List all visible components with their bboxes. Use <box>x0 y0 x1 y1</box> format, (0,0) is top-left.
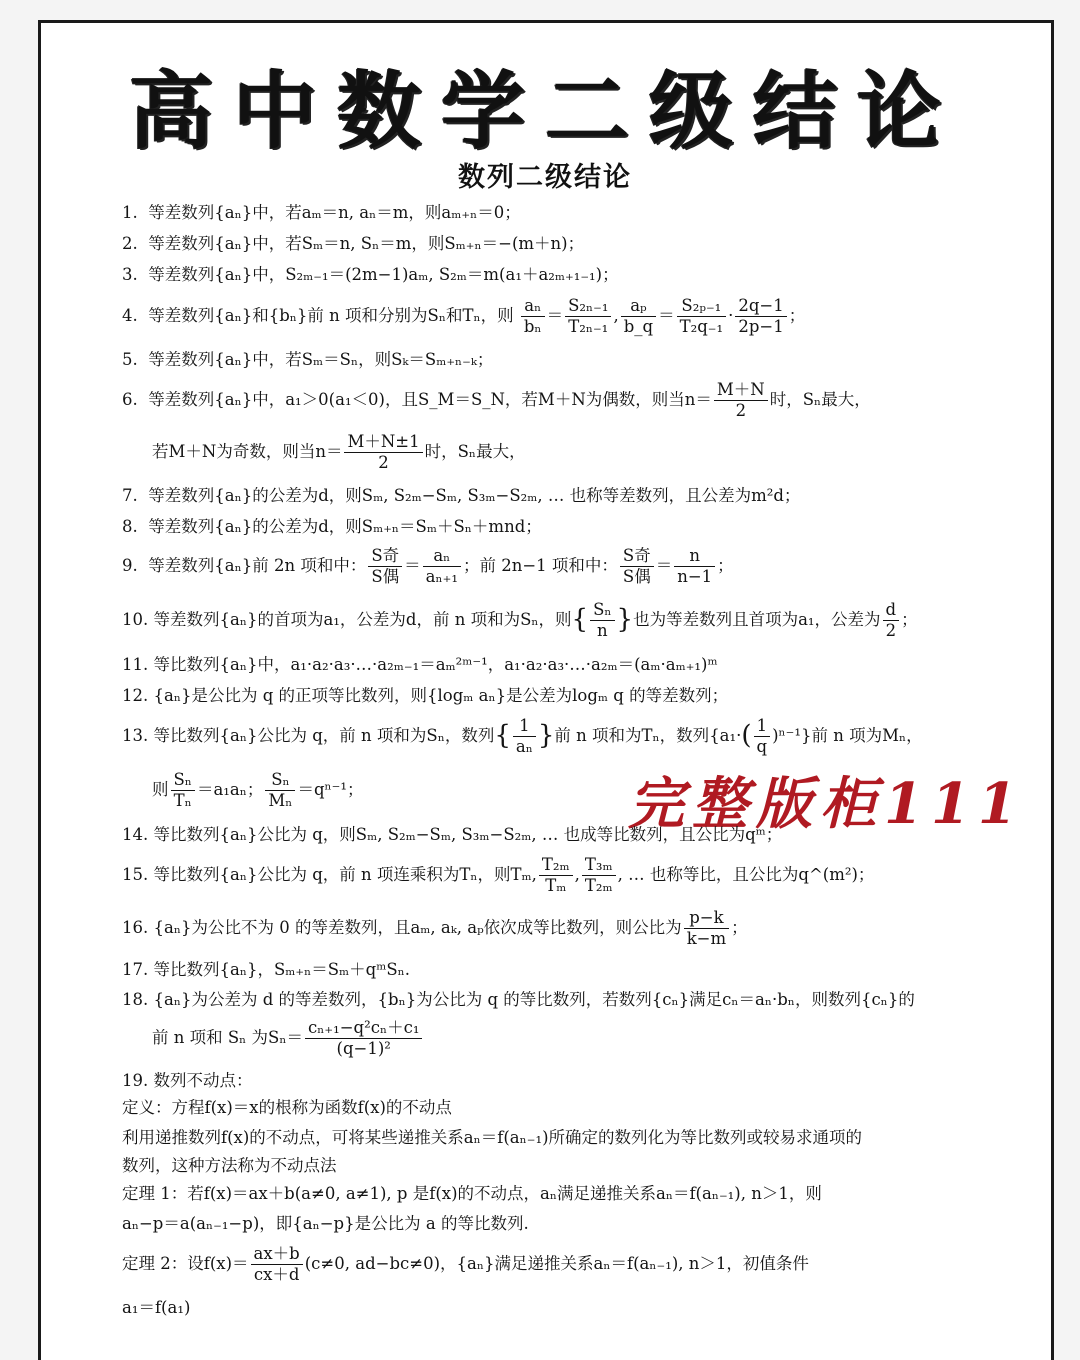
item-text: 等比数列{aₙ}中，a₁·a₂·a₃·…·a₂ₘ₋₁＝aₘ²ᵐ⁻¹，a₁·a₂·a₃·…·a₂ₘ＝(aₘ·aₘ₊₁)ᵐ <box>153 655 718 674</box>
item-number: 16. <box>122 917 149 937</box>
item-text: 定义：方程f(x)＝x的根称为函数f(x)的不动点 <box>122 1098 452 1117</box>
definition-line <box>122 1098 452 1118</box>
fraction: $\frac{\text{Sₙ}}{\text{Tₙ}}$ <box>171 770 195 811</box>
watermark-stamp: 完整版柜111 <box>628 771 1025 837</box>
fraction: $\frac{\text{S奇}}{\text{S偶}}$ <box>368 546 402 587</box>
item-text: 等差数列{aₙ}中，若Sₘ＝Sₙ，则Sₖ＝Sₘ₊ₙ₋ₖ； <box>148 350 494 369</box>
item-text: aₙ−p＝a(aₙ₋₁−p)，即{aₙ−p}是公比为 a 的等比数列. <box>122 1214 529 1233</box>
item-number: 10. <box>122 609 149 629</box>
fraction: $\frac{ax+b}{cx+d}$ <box>251 1244 303 1285</box>
item-text: 等差数列{aₙ}的公差为d，则Sₘ, S₂ₘ−Sₘ, S₃ₘ−S₂ₘ, … 也称等差数列，且公差为m²d； <box>148 486 801 505</box>
fraction: $\frac{2q-1}{2p-1}$ <box>735 296 786 337</box>
item-13-cont: 则 $\frac{\text{Sₙ}}{\text{Tₙ}}$ ＝a₁aₙ； $\frac{\text{Sₙ}}{\text{Mₙ}}$ ＝qⁿ⁻¹； <box>152 770 364 810</box>
fraction: $\frac{\text{aₙ}}{\text{bₙ}}$ <box>521 296 545 337</box>
item-number: 14. <box>122 825 149 844</box>
method-line-cont <box>122 1156 337 1176</box>
item-number: 18. <box>122 990 149 1009</box>
item-8 <box>122 517 542 537</box>
item-text: 数列不动点： <box>153 1071 253 1090</box>
item-text: 数列，这种方法称为不动点法 <box>122 1156 337 1175</box>
item-15: 15. 等比数列{aₙ}公比为 q，前 n 项连乘积为Tₙ，则Tₘ, $\frac{\text{T₂ₘ}}{\text{Tₘ}}$ , $\frac{\text{T₃ₘ}}{\text{T₂ₘ}}$ , … 也称等比，且公比为q^(m²)； <box>122 855 875 895</box>
item-number: 19. <box>122 1071 149 1090</box>
item-number: 8. <box>122 517 138 536</box>
theorem-1 <box>122 1184 822 1204</box>
fraction: $\frac{\text{Sₙ}}{n}$ <box>590 600 614 641</box>
fraction: $\frac{M+N}{2}$ <box>714 380 768 421</box>
item-number: 17. <box>122 960 149 979</box>
item-text: 等比数列{aₙ}公比为 q，前 n 项和为Sₙ，数列 <box>153 725 495 745</box>
item-14 <box>122 825 782 845</box>
item-4: 4. 等差数列{aₙ}和{bₙ}前 n 项和分别为Sₙ和Tₙ，则 $\frac{\text{aₙ}}{\text{bₙ}}$ ＝ $\frac{\text{S₂ₙ₋₁}}{\text{T₂ₙ₋₁}}$ , $\frac{\text{aₚ}}{b\_q}$ ＝ $\frac{\text{S₂ₚ₋₁}}{\text{T₂q₋₁}}$ · $\frac{2q-1}{2p-1}$ ； <box>122 296 806 336</box>
theorem-2: 定理 2：设f(x)＝ $\frac{ax+b}{cx+d}$ (c≠0, ad−bc≠0)，{aₙ}满足递推关系aₙ＝f(aₙ₋₁), n＞1，初值条件 <box>122 1244 809 1284</box>
item-number: 7. <box>122 486 138 505</box>
item-10: 10. 等差数列{aₙ}的首项为a₁，公差为d，前 n 项和为Sₙ，则{ $\frac{\text{Sₙ}}{n}$ }也为等差数列且首项为a₁，公差为 $\frac{d}{2}$ ； <box>122 600 918 640</box>
item-1 <box>122 203 521 223</box>
item-text: 等差数列{aₙ}前 2n 项和中： <box>148 555 367 575</box>
item-number: 15. <box>122 864 149 884</box>
item-number: 6. <box>122 389 138 409</box>
fraction: $\frac{n}{n-1}$ <box>674 546 715 587</box>
item-number: 3. <box>122 265 138 284</box>
item-number: 13. <box>122 725 149 745</box>
item-number: 11. <box>122 655 149 674</box>
item-text: 等差数列{aₙ}中，S₂ₘ₋₁＝(2m−1)aₘ, S₂ₘ＝m(a₁＋a₂ₘ₊₁₋₁)； <box>148 265 619 284</box>
item-text: 则 <box>152 779 169 799</box>
fraction: $\frac{\text{cₙ₊₁−q²cₙ＋c₁}}{\text{(q−1)²}}$ <box>305 1018 422 1059</box>
fraction: $\frac{\text{S奇}}{\text{S偶}}$ <box>620 546 654 587</box>
page-title: 高中数学二级结论 <box>128 61 961 160</box>
item-16: 16. {aₙ}为公比不为 0 的等差数列，且aₘ, aₖ, aₚ依次成等比数列，则公比为 $\frac{p-k}{k-m}$ ； <box>122 908 748 948</box>
item-text: 等比数列{aₙ}公比为 q，前 n 项连乘积为Tₙ，则Tₘ, <box>153 864 537 884</box>
item-text: 等比数列{aₙ}，Sₘ₊ₙ＝Sₘ＋qᵐSₙ. <box>153 960 411 979</box>
item-number: 4. <box>122 305 138 325</box>
fraction: $\frac{1}{\text{aₙ}}$ <box>513 716 536 757</box>
item-number: 12. <box>122 686 149 705</box>
item-text: {aₙ}为公比不为 0 的等差数列，且aₘ, aₖ, aₚ依次成等比数列，则公比为 <box>153 917 682 937</box>
item-text: 定理 2：设f(x)＝ <box>122 1253 249 1273</box>
fraction: $\frac{\text{aₚ}}{b\_q}$ <box>621 296 656 337</box>
fraction: $\frac{\text{Sₙ}}{\text{Mₙ}}$ <box>265 770 295 811</box>
item-number: 2. <box>122 234 138 253</box>
theorem-2-cont <box>122 1298 190 1318</box>
item-2 <box>122 234 584 254</box>
method-line <box>122 1128 862 1148</box>
item-text: 利用递推数列f(x)的不动点，可将某些递推关系aₙ＝f(aₙ₋₁)所确定的数列化为等比数列或较易求通项的 <box>122 1128 863 1147</box>
fraction: $\frac{p-k}{k-m}$ <box>684 908 729 949</box>
item-text: 等差数列{aₙ}的公差为d，则Sₘ₊ₙ＝Sₘ＋Sₙ＋mnd； <box>148 517 542 536</box>
item-number: 1. <box>122 203 138 222</box>
item-6: 6. 等差数列{aₙ}中，a₁＞0(a₁＜0)，且S_M＝S_N，若M＋N为偶数，则当n＝ $\frac{M+N}{2}$ 时，Sₙ最大， <box>122 380 871 420</box>
item-18-cont <box>152 1018 424 1059</box>
item-6-cont: 若M＋N为奇数，则当n＝ $\frac{M+N\pm 1}{2}$ 时，Sₙ最大， <box>152 432 526 472</box>
item-text: 等差数列{aₙ}中，若Sₘ＝n, Sₙ＝m，则Sₘ₊ₙ＝−(m＋n)； <box>148 234 585 253</box>
item-text: 等差数列{aₙ}和{bₙ}前 n 项和分别为Sₙ和Tₙ，则 <box>148 305 514 325</box>
item-9: 9. 等差数列{aₙ}前 2n 项和中： $\frac{\text{S奇}}{\text{S偶}}$ ＝ $\frac{\text{aₙ}}{\text{aₙ₊₁}}$ ；前 2n−1 项和中： $\frac{\text{S奇}}{\text{S偶}}$ ＝ $\frac{n}{n-1}$ ； <box>122 546 734 586</box>
item-text: 等差数列{aₙ}的首项为a₁，公差为d，前 n 项和为Sₙ，则 <box>153 609 572 629</box>
item-text: 定理 1：若f(x)＝ax＋b(a≠0, a≠1), p 是f(x)的不动点，aₙ满足递推关系aₙ＝f(aₙ₋₁), n＞1，则 <box>122 1184 822 1203</box>
fraction: $\frac{d}{2}$ <box>883 600 900 641</box>
item-7 <box>122 486 800 506</box>
item-19 <box>122 1071 253 1091</box>
fraction: $\frac{M+N\pm 1}{2}$ <box>344 432 422 473</box>
theorem-1-cont <box>122 1214 529 1234</box>
item-18 <box>122 990 915 1010</box>
item-11 <box>122 655 718 675</box>
fraction: $\frac{\text{S₂ₙ₋₁}}{\text{T₂ₙ₋₁}}$ <box>565 296 611 337</box>
item-text: 等差数列{aₙ}中，a₁＞0(a₁＜0)，且S_M＝S_N，若M＋N为偶数，则当n＝ <box>148 389 712 409</box>
fraction: $\frac{\text{T₃ₘ}}{\text{T₂ₘ}}$ <box>582 855 616 896</box>
fraction: $\frac{1}{q}$ <box>754 716 771 757</box>
item-text: 等差数列{aₙ}中，若aₘ＝n, aₙ＝m，则aₘ₊ₙ＝0； <box>148 203 521 222</box>
fraction: $\frac{\text{T₂ₘ}}{\text{Tₘ}}$ <box>539 855 573 896</box>
item-12 <box>122 686 728 706</box>
item-text: 等比数列{aₙ}公比为 q，则Sₘ, S₂ₘ−Sₘ, S₃ₘ−S₂ₘ, … 也成等比数列，且公比为qᵐ； <box>153 825 783 844</box>
item-text: a₁＝f(a₁) <box>122 1298 191 1317</box>
item-number: 5. <box>122 350 138 369</box>
item-number: 9. <box>122 555 138 575</box>
item-text: {aₙ}为公差为 d 的等差数列，{bₙ}为公比为 q 的等比数列，若数列{cₙ}满足cₙ＝aₙ·bₙ，则数列{cₙ}的 <box>153 990 915 1009</box>
item-13: 13. 等比数列{aₙ}公比为 q，前 n 项和为Sₙ，数列{ $\frac{1}{\text{aₙ}}$ }前 n 项和为Tₙ，数列{a₁·( $\frac{1}{q}$ )ⁿ⁻¹}前 n 项为Mₙ， <box>122 716 923 756</box>
fraction: $\frac{\text{S₂ₚ₋₁}}{\text{T₂q₋₁}}$ <box>677 296 727 337</box>
item-17 <box>122 960 410 980</box>
section-title: 数列二级结论 <box>458 162 632 193</box>
item-5 <box>122 350 493 370</box>
fraction: $\frac{\text{aₙ}}{\text{aₙ₊₁}}$ <box>423 546 461 587</box>
item-text: 若M＋N为奇数，则当n＝ <box>152 441 343 461</box>
item-text: {aₙ}是公比为 q 的正项等比数列，则{logₘ aₙ}是公差为logₘ q 的等差数列； <box>153 686 729 705</box>
item-text: 前 n 项和 Sₙ 为Sₙ＝ <box>152 1027 303 1047</box>
item-3 <box>122 265 619 285</box>
